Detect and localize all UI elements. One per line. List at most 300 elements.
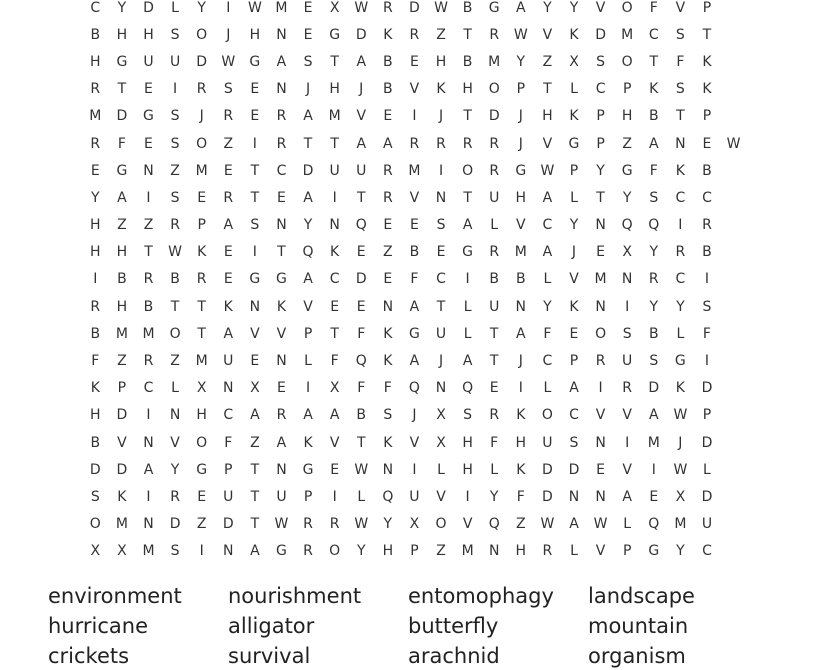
grid-letter[interactable]: A (250, 407, 260, 424)
grid-letter[interactable]: G (276, 271, 287, 288)
grid-letter[interactable]: T (197, 298, 206, 315)
grid-letter[interactable]: Y (383, 516, 393, 533)
grid-letter[interactable]: Y (622, 189, 632, 206)
grid-letter[interactable]: Z (436, 543, 446, 560)
grid-letter[interactable]: P (117, 380, 127, 397)
grid-letter[interactable]: O (196, 434, 208, 451)
grid-letter[interactable]: D (701, 380, 713, 397)
grid-letter[interactable]: X (436, 407, 446, 424)
grid-letter[interactable]: S (649, 353, 659, 370)
grid-letter[interactable]: M (514, 244, 527, 261)
grid-letter[interactable]: D (169, 516, 181, 533)
grid-letter[interactable]: D (568, 461, 580, 478)
grid-letter[interactable]: V (409, 81, 420, 98)
grid-letter[interactable]: Y (569, 0, 579, 16)
grid-letter[interactable]: R (489, 407, 500, 424)
grid-letter[interactable]: O (595, 325, 607, 342)
grid-letter[interactable]: X (675, 488, 686, 505)
grid-letter[interactable]: S (436, 217, 446, 234)
grid-letter[interactable]: H (435, 53, 447, 70)
grid-letter[interactable]: G (515, 162, 527, 179)
grid-letter[interactable]: C (436, 271, 446, 288)
grid-letter[interactable]: S (383, 407, 393, 424)
grid-letter[interactable]: M (115, 516, 128, 533)
grid-letter[interactable]: Z (250, 434, 260, 451)
grid-letter[interactable]: M (275, 0, 288, 16)
grid-letter[interactable]: N (276, 217, 287, 234)
grid-letter[interactable]: F (383, 380, 392, 397)
grid-letter[interactable]: S (170, 189, 180, 206)
grid-letter[interactable]: R (595, 353, 606, 370)
grid-letter[interactable]: I (146, 407, 151, 424)
grid-letter[interactable]: A (648, 407, 659, 424)
grid-letter[interactable]: A (569, 380, 579, 397)
grid-letter[interactable]: O (541, 407, 553, 424)
grid-letter[interactable]: B (648, 325, 659, 342)
grid-letter[interactable]: J (438, 108, 444, 125)
grid-letter[interactable]: N (249, 298, 261, 315)
grid-letter[interactable]: N (435, 189, 447, 206)
grid-letter[interactable]: K (383, 325, 393, 342)
grid-letter[interactable]: T (489, 325, 499, 342)
grid-letter[interactable]: T (250, 162, 260, 179)
grid-letter[interactable]: P (303, 488, 313, 505)
grid-letter[interactable]: F (543, 325, 552, 342)
grid-letter[interactable]: L (304, 353, 312, 370)
grid-letter[interactable]: R (542, 543, 553, 560)
grid-letter[interactable]: J (518, 353, 523, 370)
grid-letter[interactable]: D (302, 162, 314, 179)
grid-letter[interactable]: A (648, 135, 659, 152)
grid-letter[interactable]: N (515, 298, 527, 315)
grid-letter[interactable]: T (250, 488, 260, 505)
grid-letter[interactable]: Y (649, 298, 659, 315)
grid-letter[interactable]: E (223, 271, 233, 288)
grid-letter[interactable]: A (356, 53, 367, 70)
grid-letter[interactable]: E (90, 162, 100, 179)
grid-letter[interactable]: V (170, 434, 180, 451)
grid-letter[interactable]: R (329, 516, 340, 533)
grid-letter[interactable]: E (277, 189, 286, 206)
grid-letter[interactable]: M (142, 325, 155, 342)
grid-letter[interactable]: W (673, 407, 688, 424)
grid-letter[interactable]: Z (143, 217, 154, 234)
grid-letter[interactable]: A (462, 217, 473, 234)
grid-letter[interactable]: O (89, 516, 101, 533)
grid-letter[interactable]: P (702, 407, 712, 424)
grid-letter[interactable]: L (543, 380, 552, 397)
grid-letter[interactable]: R (382, 162, 393, 179)
grid-letter[interactable]: S (702, 298, 712, 315)
grid-letter[interactable]: D (355, 26, 367, 43)
grid-letter[interactable]: I (226, 0, 231, 16)
grid-letter[interactable]: V (542, 26, 553, 43)
grid-letter[interactable]: I (598, 380, 603, 397)
grid-letter[interactable]: U (489, 298, 500, 315)
grid-letter[interactable]: I (438, 162, 444, 179)
grid-letter[interactable]: U (143, 53, 154, 70)
grid-letter[interactable]: P (197, 217, 206, 234)
grid-letter[interactable]: D (116, 407, 128, 424)
grid-letter[interactable]: S (90, 488, 100, 505)
grid-letter[interactable]: F (649, 0, 658, 16)
grid-letter[interactable]: R (223, 189, 234, 206)
grid-letter[interactable]: E (144, 81, 153, 98)
grid-letter[interactable]: A (303, 271, 313, 288)
grid-letter[interactable]: E (569, 325, 579, 342)
grid-letter[interactable]: B (170, 271, 180, 288)
grid-letter[interactable]: R (276, 407, 287, 424)
grid-letter[interactable]: V (622, 407, 632, 424)
grid-letter[interactable]: R (170, 488, 180, 505)
grid-letter[interactable]: T (330, 135, 339, 152)
grid-letter[interactable]: Z (622, 135, 632, 152)
grid-letter[interactable]: G (674, 353, 686, 370)
grid-letter[interactable]: G (276, 543, 287, 560)
grid-letter[interactable]: V (436, 488, 446, 505)
grid-letter[interactable]: S (170, 108, 180, 125)
grid-letter[interactable]: W (168, 244, 182, 261)
grid-letter[interactable]: Q (462, 380, 474, 397)
grid-letter[interactable]: H (116, 298, 128, 315)
grid-letter[interactable]: A (143, 461, 154, 478)
grid-letter[interactable]: O (435, 516, 447, 533)
grid-letter[interactable]: B (356, 407, 367, 424)
grid-letter[interactable]: B (90, 26, 101, 43)
grid-letter[interactable]: K (569, 26, 579, 43)
grid-letter[interactable]: Q (408, 380, 420, 397)
grid-letter[interactable]: L (570, 543, 578, 560)
grid-letter[interactable]: N (595, 488, 606, 505)
grid-letter[interactable]: E (702, 135, 712, 152)
grid-letter[interactable]: D (409, 0, 420, 16)
grid-letter[interactable]: O (169, 325, 181, 342)
grid-letter[interactable]: M (142, 543, 155, 560)
grid-letter[interactable]: E (303, 0, 313, 16)
grid-letter[interactable]: N (435, 380, 447, 397)
grid-letter[interactable]: D (222, 516, 234, 533)
grid-letter[interactable]: C (542, 217, 553, 234)
grid-letter[interactable]: X (329, 380, 340, 397)
grid-letter[interactable]: I (465, 488, 470, 505)
grid-letter[interactable]: E (383, 108, 393, 125)
grid-letter[interactable]: D (355, 271, 367, 288)
grid-letter[interactable]: V (303, 298, 313, 315)
grid-letter[interactable]: H (90, 53, 101, 70)
grid-letter[interactable]: X (409, 516, 420, 533)
grid-letter[interactable]: X (329, 0, 340, 16)
grid-letter[interactable]: H (515, 189, 527, 206)
grid-letter[interactable]: L (437, 461, 445, 478)
grid-letter[interactable]: V (462, 516, 473, 533)
grid-letter[interactable]: U (409, 488, 420, 505)
grid-letter[interactable]: L (490, 461, 499, 478)
grid-letter[interactable]: V (356, 108, 367, 125)
grid-letter[interactable]: N (621, 271, 633, 288)
grid-letter[interactable]: B (117, 271, 127, 288)
grid-letter[interactable]: Z (170, 162, 180, 179)
grid-letter[interactable]: E (330, 461, 340, 478)
grid-letter[interactable]: V (117, 434, 127, 451)
grid-letter[interactable]: E (223, 244, 233, 261)
grid-letter[interactable]: T (463, 26, 472, 43)
grid-letter[interactable]: P (622, 81, 632, 98)
grid-letter[interactable]: W (434, 0, 448, 16)
grid-letter[interactable]: P (569, 353, 579, 370)
grid-letter[interactable]: Y (356, 543, 366, 560)
grid-letter[interactable]: E (303, 26, 313, 43)
grid-letter[interactable]: J (571, 244, 577, 261)
grid-letter[interactable]: L (357, 488, 366, 505)
grid-letter[interactable]: I (93, 271, 98, 288)
grid-letter[interactable]: J (518, 135, 523, 152)
grid-letter[interactable]: R (90, 81, 101, 98)
grid-letter[interactable]: R (462, 135, 473, 152)
grid-letter[interactable]: T (356, 189, 366, 206)
grid-letter[interactable]: H (249, 26, 261, 43)
grid-letter[interactable]: R (196, 81, 207, 98)
grid-letter[interactable]: R (702, 217, 712, 234)
grid-letter[interactable]: C (702, 543, 712, 560)
grid-letter[interactable]: D (116, 461, 128, 478)
grid-letter[interactable]: T (676, 108, 685, 125)
grid-letter[interactable]: G (648, 543, 660, 560)
grid-letter[interactable]: H (462, 434, 473, 451)
grid-letter[interactable]: S (223, 81, 233, 98)
grid-letter[interactable]: R (276, 135, 287, 152)
grid-letter[interactable]: T (463, 189, 472, 206)
grid-letter[interactable]: J (438, 353, 444, 370)
grid-letter[interactable]: Z (542, 53, 553, 70)
grid-letter[interactable]: E (356, 244, 366, 261)
grid-letter[interactable]: E (330, 298, 340, 315)
grid-letter[interactable]: A (569, 516, 579, 533)
grid-letter[interactable]: G (462, 244, 474, 261)
grid-letter[interactable]: G (196, 461, 208, 478)
grid-letter[interactable]: D (89, 461, 101, 478)
grid-letter[interactable]: G (329, 26, 341, 43)
grid-letter[interactable]: K (675, 380, 685, 397)
grid-letter[interactable]: Q (648, 217, 660, 234)
grid-letter[interactable]: A (303, 407, 313, 424)
grid-letter[interactable]: F (516, 488, 525, 505)
grid-letter[interactable]: D (701, 434, 713, 451)
grid-letter[interactable]: H (515, 434, 527, 451)
grid-letter[interactable]: N (223, 543, 234, 560)
grid-letter[interactable]: W (247, 0, 262, 16)
grid-letter[interactable]: K (197, 244, 207, 261)
grid-letter[interactable]: B (702, 162, 712, 179)
grid-letter[interactable]: P (516, 81, 526, 98)
grid-letter[interactable]: O (196, 135, 208, 152)
grid-letter[interactable]: C (595, 81, 606, 98)
grid-letter[interactable]: V (329, 434, 340, 451)
grid-letter[interactable]: C (329, 271, 340, 288)
grid-letter[interactable]: U (329, 162, 340, 179)
grid-letter[interactable]: E (409, 53, 419, 70)
grid-letter[interactable]: K (649, 81, 659, 98)
grid-letter[interactable]: R (675, 244, 686, 261)
grid-letter[interactable]: A (356, 135, 367, 152)
grid-letter[interactable]: Q (355, 353, 367, 370)
grid-letter[interactable]: Y (117, 0, 127, 16)
grid-letter[interactable]: P (702, 0, 712, 16)
grid-letter[interactable]: T (330, 53, 339, 70)
grid-letter[interactable]: W (513, 26, 528, 43)
grid-letter[interactable]: S (303, 53, 313, 70)
grid-letter[interactable]: S (622, 325, 632, 342)
grid-letter[interactable]: G (302, 461, 314, 478)
grid-letter[interactable]: H (515, 543, 527, 560)
grid-letter[interactable]: G (249, 53, 261, 70)
grid-letter[interactable]: R (409, 26, 420, 43)
grid-letter[interactable]: A (303, 108, 313, 125)
grid-letter[interactable]: S (170, 135, 180, 152)
grid-letter[interactable]: V (595, 543, 606, 560)
grid-letter[interactable]: U (169, 53, 181, 70)
grid-letter[interactable]: N (276, 461, 287, 478)
grid-letter[interactable]: H (329, 81, 340, 98)
grid-letter[interactable]: R (143, 353, 154, 370)
grid-letter[interactable]: E (409, 217, 419, 234)
grid-letter[interactable]: I (465, 271, 470, 288)
grid-letter[interactable]: H (116, 244, 128, 261)
grid-letter[interactable]: W (540, 516, 555, 533)
grid-letter[interactable]: A (409, 353, 420, 370)
grid-letter[interactable]: Y (569, 217, 579, 234)
grid-letter[interactable]: N (276, 81, 287, 98)
grid-letter[interactable]: K (569, 108, 579, 125)
grid-letter[interactable]: M (89, 108, 102, 125)
grid-letter[interactable]: H (462, 461, 473, 478)
grid-letter[interactable]: G (143, 108, 154, 125)
grid-letter[interactable]: G (568, 135, 580, 152)
grid-letter[interactable]: J (678, 434, 683, 451)
grid-letter[interactable]: H (196, 407, 207, 424)
grid-letter[interactable]: X (622, 244, 632, 261)
grid-letter[interactable]: M (115, 325, 128, 342)
grid-letter[interactable]: I (412, 461, 417, 478)
grid-letter[interactable]: A (250, 543, 260, 560)
grid-letter[interactable]: R (90, 135, 101, 152)
grid-letter[interactable]: F (117, 135, 126, 152)
grid-letter[interactable]: N (595, 298, 606, 315)
grid-letter[interactable]: A (542, 189, 553, 206)
grid-letter[interactable]: R (143, 271, 154, 288)
grid-letter[interactable]: G (621, 162, 633, 179)
grid-letter[interactable]: I (412, 108, 417, 125)
grid-letter[interactable]: U (276, 488, 287, 505)
grid-letter[interactable]: F (224, 434, 233, 451)
grid-letter[interactable]: E (649, 488, 659, 505)
grid-letter[interactable]: P (596, 108, 605, 125)
grid-letter[interactable]: D (196, 53, 208, 70)
grid-letter[interactable]: T (170, 298, 180, 315)
grid-letter[interactable]: D (701, 488, 713, 505)
grid-letter[interactable]: F (91, 353, 100, 370)
grid-letter[interactable]: K (117, 488, 127, 505)
grid-letter[interactable]: Q (302, 244, 314, 261)
grid-letter[interactable]: N (169, 407, 181, 424)
grid-letter[interactable]: Y (649, 244, 659, 261)
grid-letter[interactable]: V (595, 0, 606, 16)
grid-letter[interactable]: T (330, 325, 339, 342)
grid-letter[interactable]: L (623, 516, 632, 533)
grid-letter[interactable]: A (409, 298, 420, 315)
grid-letter[interactable]: E (489, 380, 499, 397)
grid-letter[interactable]: R (409, 135, 420, 152)
grid-letter[interactable]: R (489, 244, 500, 261)
grid-letter[interactable]: N (595, 434, 606, 451)
grid-letter[interactable]: H (382, 543, 394, 560)
grid-letter[interactable]: T (489, 353, 499, 370)
grid-letter[interactable]: A (516, 0, 526, 16)
grid-letter[interactable]: R (90, 298, 101, 315)
grid-letter[interactable]: D (542, 488, 553, 505)
grid-letter[interactable]: I (518, 380, 523, 397)
grid-letter[interactable]: T (277, 244, 286, 261)
grid-letter[interactable]: T (250, 189, 260, 206)
grid-letter[interactable]: Q (488, 516, 500, 533)
grid-letter[interactable]: L (676, 325, 685, 342)
grid-letter[interactable]: P (569, 162, 579, 179)
grid-letter[interactable]: B (462, 53, 473, 70)
grid-letter[interactable]: R (223, 108, 234, 125)
grid-letter[interactable]: E (197, 189, 207, 206)
grid-letter[interactable]: E (223, 162, 233, 179)
grid-letter[interactable]: C (542, 353, 553, 370)
grid-letter[interactable]: T (436, 298, 446, 315)
grid-letter[interactable]: H (462, 81, 473, 98)
grid-letter[interactable]: Z (436, 26, 446, 43)
grid-letter[interactable]: K (383, 353, 393, 370)
grid-letter[interactable]: V (569, 271, 579, 288)
grid-letter[interactable]: M (195, 353, 208, 370)
grid-letter[interactable]: Q (382, 488, 394, 505)
grid-letter[interactable]: V (276, 325, 287, 342)
grid-letter[interactable]: Y (543, 298, 552, 315)
grid-letter[interactable]: U (435, 325, 447, 342)
grid-letter[interactable]: R (303, 543, 313, 560)
grid-letter[interactable]: J (518, 108, 523, 125)
grid-letter[interactable]: K (436, 81, 446, 98)
grid-letter[interactable]: O (621, 0, 633, 16)
grid-letter[interactable]: D (542, 461, 553, 478)
grid-letter[interactable]: H (90, 217, 101, 234)
grid-letter[interactable]: T (117, 81, 127, 98)
grid-letter[interactable]: L (570, 81, 578, 98)
grid-letter[interactable]: P (596, 135, 605, 152)
grid-letter[interactable]: N (329, 217, 340, 234)
grid-letter[interactable]: R (196, 271, 207, 288)
grid-letter[interactable]: V (409, 434, 420, 451)
grid-letter[interactable]: Z (383, 244, 393, 261)
grid-letter[interactable]: Y (303, 217, 313, 234)
grid-letter[interactable]: A (542, 244, 553, 261)
grid-letter[interactable]: T (197, 325, 206, 342)
grid-letter[interactable]: E (197, 488, 207, 505)
grid-letter[interactable]: K (702, 81, 712, 98)
grid-letter[interactable]: F (676, 53, 685, 70)
grid-letter[interactable]: X (117, 543, 127, 560)
grid-letter[interactable]: C (223, 407, 234, 424)
grid-letter[interactable]: H (90, 244, 101, 261)
grid-letter[interactable]: Q (648, 516, 660, 533)
grid-letter[interactable]: A (516, 325, 526, 342)
grid-letter[interactable]: K (223, 298, 233, 315)
grid-letter[interactable]: A (223, 217, 234, 234)
grid-letter[interactable]: C (569, 407, 579, 424)
